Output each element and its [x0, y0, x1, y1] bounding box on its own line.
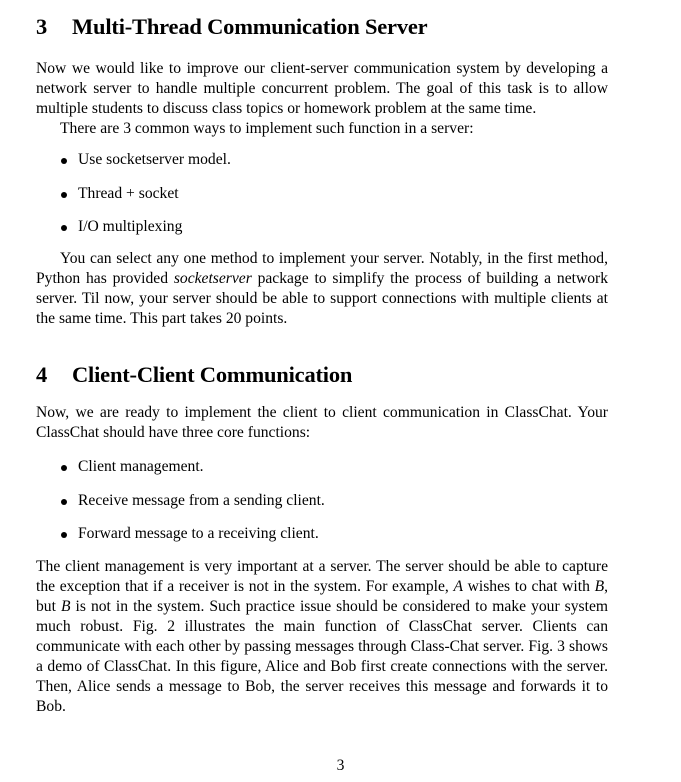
text-run: wishes to chat with	[462, 578, 595, 595]
list-item	[36, 217, 608, 237]
bullet-icon	[61, 465, 67, 471]
section-4-title: Client-Client Communication	[72, 362, 353, 387]
bullet-icon	[61, 499, 67, 505]
math-variable-b: B	[60, 598, 71, 615]
text-run: is not in the system. Such practice issue should be considered to make your system much robust. Fig. 2 illustrates the main function of ClassChat server. Clients can communicate with each other by passing messages through Class-Chat server. Fig. 3 shows a demo of ClassChat. In this figure, Alice and Bob first create connections with the server. Then, Alice sends a message to Bob, the server receives this message and forwards it to Bob.	[36, 598, 608, 715]
list-item	[36, 150, 608, 170]
section-3-paragraph-3	[36, 249, 608, 329]
list-item	[36, 184, 608, 204]
list-item-text: Client management.	[78, 458, 204, 475]
socketserver-term: socketserver	[173, 270, 252, 287]
bullet-icon	[61, 158, 67, 164]
page-number: 3	[336, 757, 345, 774]
section-3-paragraph-1: Now we would like to improve our client-server communication system by developing a network server to handle multiple concurrent problem. The goal of this task is to allow multiple students to discuss class topics or homework problem at the same time.	[36, 60, 608, 117]
section-3-paragraph-3-end: package to simplify the process of building a network server. Til now, your server should be able to support connections with multiple clients at the same time. This part takes 20 points.	[36, 270, 608, 327]
section-3-heading	[36, 14, 427, 40]
list-item-text: Forward message to a receiving client.	[78, 525, 319, 542]
list-item-text: Thread + socket	[78, 184, 179, 202]
section-3-number: 3	[36, 14, 48, 39]
text-run: The client management is very important at a server. The server should be able to capture the exception that if a receiver is not in the system. For example,	[36, 558, 608, 595]
math-variable-b: B	[594, 578, 605, 595]
section-3-title: Multi-Thread Communication Server	[72, 14, 428, 39]
section-3-paragraph-3-start: You can select any one method to implement your server. Notably, in the first method, Python has provided	[36, 250, 608, 287]
section-3-bullet-list	[36, 150, 608, 251]
list-item	[36, 524, 608, 544]
bullet-icon	[61, 225, 67, 231]
section-4-heading	[36, 362, 352, 388]
math-variable-a: A	[453, 578, 463, 595]
section-4-number: 4	[36, 362, 48, 387]
section-4-paragraph-2	[36, 557, 608, 717]
list-item-text: Receive message from a sending client.	[78, 491, 325, 509]
bullet-icon	[61, 532, 67, 538]
section-4-paragraph-1: Now, we are ready to implement the client to client communication in ClassChat. Your ClassChat should have three core functions:	[36, 404, 608, 441]
section-3-paragraph-2: There are 3 common ways to implement such function in a server:	[60, 120, 474, 137]
text-run: , but	[36, 578, 608, 615]
list-item-text: I/O multiplexing	[78, 218, 183, 235]
list-item	[36, 491, 608, 511]
bullet-icon	[61, 192, 67, 198]
list-item-text: Use socketserver model.	[78, 151, 231, 168]
list-item	[36, 457, 608, 477]
section-4-bullet-list	[36, 457, 608, 558]
